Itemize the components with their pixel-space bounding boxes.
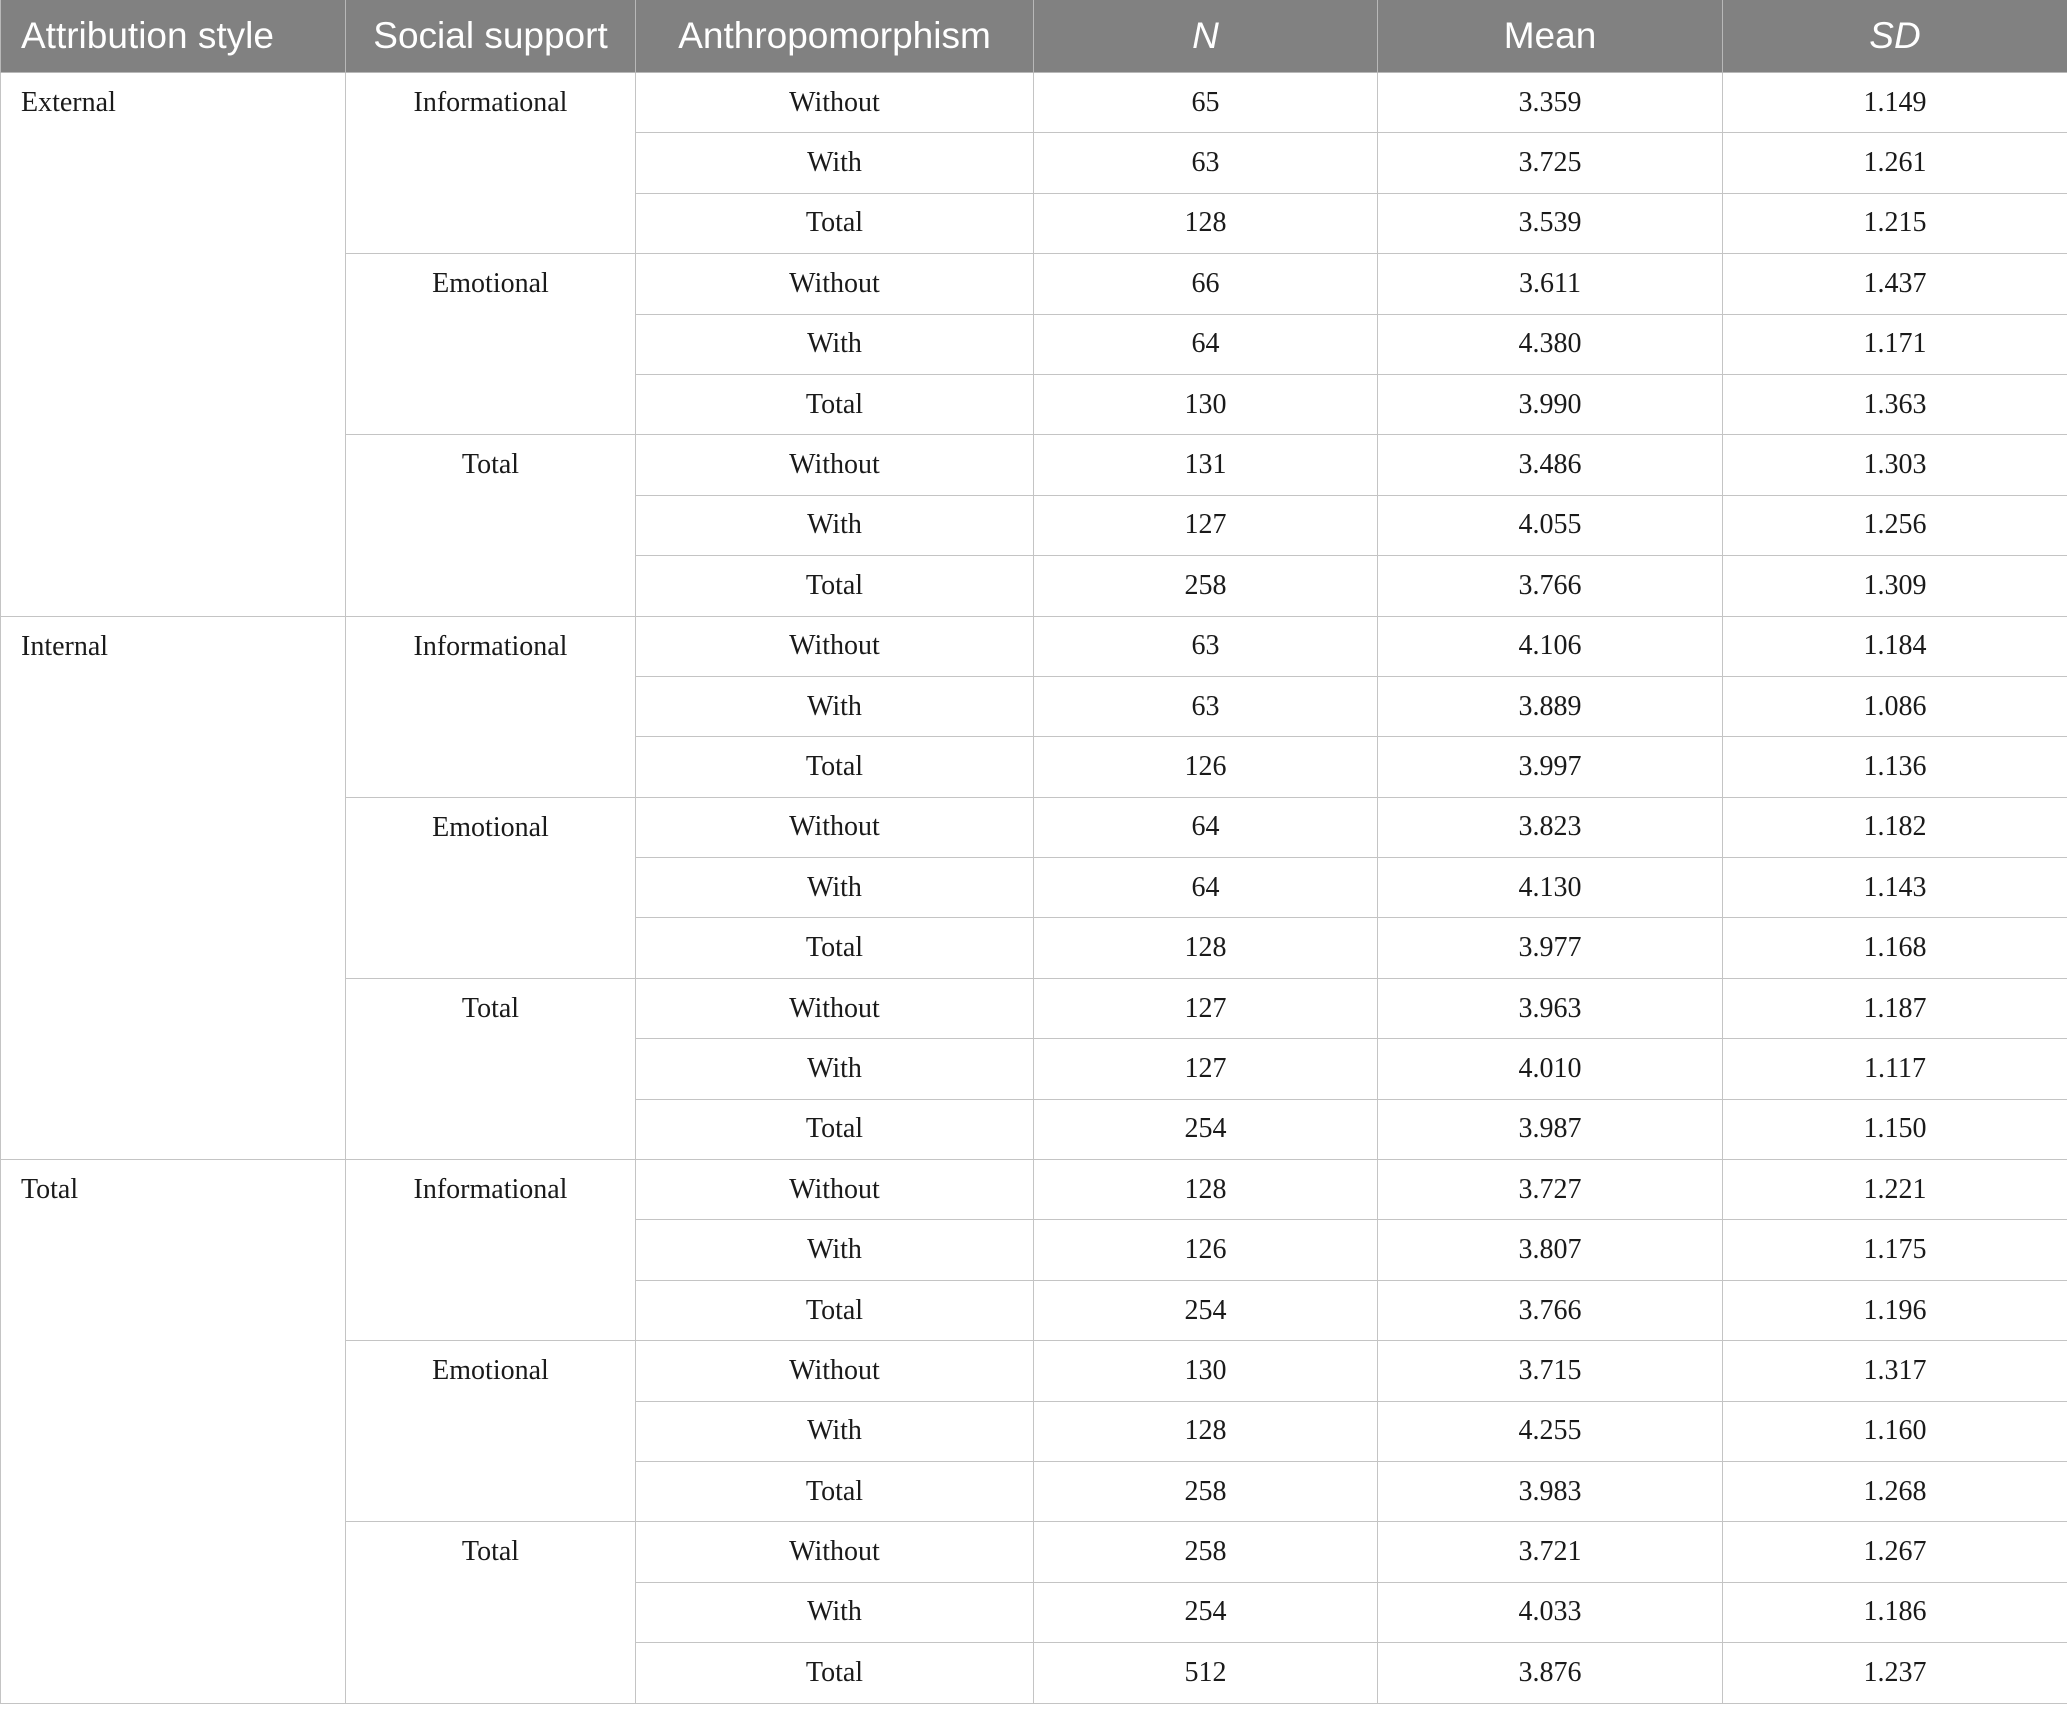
sd-cell: 1.149 (1723, 73, 2067, 133)
n-cell: 258 (1034, 556, 1378, 616)
sd-cell: 1.363 (1723, 374, 2067, 434)
social-support-cell: Total (346, 435, 636, 616)
sd-cell: 1.237 (1723, 1643, 2067, 1703)
anthropomorphism-cell: Total (636, 737, 1034, 797)
anthropomorphism-cell: Total (636, 1280, 1034, 1340)
sd-cell: 1.182 (1723, 797, 2067, 857)
n-cell: 130 (1034, 374, 1378, 434)
sd-cell: 1.317 (1723, 1341, 2067, 1401)
mean-cell: 4.033 (1378, 1582, 1723, 1642)
n-cell: 128 (1034, 193, 1378, 253)
n-cell: 65 (1034, 73, 1378, 133)
anthropomorphism-cell: Without (636, 797, 1034, 857)
sd-cell: 1.160 (1723, 1401, 2067, 1461)
mean-cell: 4.380 (1378, 314, 1723, 374)
anthropomorphism-cell: Without (636, 1341, 1034, 1401)
sd-cell: 1.309 (1723, 556, 2067, 616)
n-cell: 66 (1034, 254, 1378, 314)
n-cell: 128 (1034, 1160, 1378, 1220)
mean-cell: 4.055 (1378, 495, 1723, 555)
social-support-cell: Informational (346, 73, 636, 254)
mean-cell: 4.130 (1378, 858, 1723, 918)
mean-cell: 3.807 (1378, 1220, 1723, 1280)
anthropomorphism-cell: Total (636, 918, 1034, 978)
mean-cell: 3.983 (1378, 1461, 1723, 1521)
social-support-cell: Emotional (346, 1341, 636, 1522)
social-support-cell: Total (346, 978, 636, 1159)
sd-cell: 1.150 (1723, 1099, 2067, 1159)
n-cell: 127 (1034, 978, 1378, 1038)
table-header (1, 0, 2067, 73)
header-row (1, 0, 2067, 73)
anthropomorphism-cell: Total (636, 1099, 1034, 1159)
table-row (1, 1160, 2067, 1220)
n-cell: 63 (1034, 133, 1378, 193)
sd-cell: 1.256 (1723, 495, 2067, 555)
mean-cell: 3.990 (1378, 374, 1723, 434)
social-support-cell: Emotional (346, 797, 636, 978)
anthropomorphism-cell: Total (636, 1461, 1034, 1521)
anthropomorphism-cell: Total (636, 374, 1034, 434)
n-cell: 512 (1034, 1643, 1378, 1703)
anthropomorphism-cell: Without (636, 616, 1034, 676)
mean-cell: 3.766 (1378, 1280, 1723, 1340)
anthropomorphism-cell: With (636, 858, 1034, 918)
header-social-support: Social support (346, 0, 636, 73)
mean-cell: 3.889 (1378, 676, 1723, 736)
anthropomorphism-cell: With (636, 314, 1034, 374)
sd-cell: 1.086 (1723, 676, 2067, 736)
mean-cell: 3.977 (1378, 918, 1723, 978)
sd-cell: 1.117 (1723, 1039, 2067, 1099)
anthropomorphism-cell: Without (636, 435, 1034, 495)
sd-cell: 1.143 (1723, 858, 2067, 918)
n-cell: 254 (1034, 1099, 1378, 1159)
sd-cell: 1.267 (1723, 1522, 2067, 1582)
anthropomorphism-cell: Without (636, 254, 1034, 314)
header-attribution-style: Attribution style (1, 0, 346, 73)
mean-cell: 3.611 (1378, 254, 1723, 314)
social-support-cell: Emotional (346, 254, 636, 435)
n-cell: 63 (1034, 676, 1378, 736)
n-cell: 254 (1034, 1582, 1378, 1642)
mean-cell: 3.539 (1378, 193, 1723, 253)
sd-cell: 1.196 (1723, 1280, 2067, 1340)
mean-cell: 3.727 (1378, 1160, 1723, 1220)
anthropomorphism-cell: With (636, 1220, 1034, 1280)
mean-cell: 4.255 (1378, 1401, 1723, 1461)
table-body (1, 73, 2067, 1704)
anthropomorphism-cell: Total (636, 193, 1034, 253)
sd-cell: 1.175 (1723, 1220, 2067, 1280)
n-cell: 254 (1034, 1280, 1378, 1340)
mean-cell: 3.987 (1378, 1099, 1723, 1159)
n-cell: 126 (1034, 737, 1378, 797)
social-support-cell: Informational (346, 616, 636, 797)
mean-cell: 3.721 (1378, 1522, 1723, 1582)
n-cell: 64 (1034, 314, 1378, 374)
sd-cell: 1.215 (1723, 193, 2067, 253)
n-cell: 64 (1034, 858, 1378, 918)
mean-cell: 4.010 (1378, 1039, 1723, 1099)
attribution-style-cell: Total (1, 1160, 346, 1704)
n-cell: 63 (1034, 616, 1378, 676)
table-row (1, 616, 2067, 676)
sd-cell: 1.186 (1723, 1582, 2067, 1642)
n-cell: 128 (1034, 1401, 1378, 1461)
mean-cell: 3.963 (1378, 978, 1723, 1038)
sd-cell: 1.187 (1723, 978, 2067, 1038)
n-cell: 127 (1034, 495, 1378, 555)
sd-cell: 1.171 (1723, 314, 2067, 374)
anthropomorphism-cell: With (636, 1039, 1034, 1099)
header-anthropomorphism: Anthropomorphism (636, 0, 1034, 73)
anthropomorphism-cell: With (636, 676, 1034, 736)
mean-cell: 3.486 (1378, 435, 1723, 495)
sd-cell: 1.168 (1723, 918, 2067, 978)
table-row (1, 73, 2067, 133)
anthropomorphism-cell: With (636, 495, 1034, 555)
social-support-cell: Total (346, 1522, 636, 1703)
sd-cell: 1.136 (1723, 737, 2067, 797)
sd-cell: 1.184 (1723, 616, 2067, 676)
header-mean: Mean (1378, 0, 1723, 73)
header-n: N (1034, 0, 1378, 73)
attribution-style-cell: Internal (1, 616, 346, 1160)
n-cell: 258 (1034, 1461, 1378, 1521)
mean-cell: 3.997 (1378, 737, 1723, 797)
n-cell: 64 (1034, 797, 1378, 857)
sd-cell: 1.261 (1723, 133, 2067, 193)
anthropomorphism-cell: Total (636, 1643, 1034, 1703)
mean-cell: 4.106 (1378, 616, 1723, 676)
n-cell: 131 (1034, 435, 1378, 495)
mean-cell: 3.725 (1378, 133, 1723, 193)
mean-cell: 3.359 (1378, 73, 1723, 133)
n-cell: 130 (1034, 1341, 1378, 1401)
anthropomorphism-cell: With (636, 1582, 1034, 1642)
social-support-cell: Informational (346, 1160, 636, 1341)
n-cell: 126 (1034, 1220, 1378, 1280)
anthropomorphism-cell: Without (636, 1522, 1034, 1582)
mean-cell: 3.715 (1378, 1341, 1723, 1401)
anthropomorphism-cell: Total (636, 556, 1034, 616)
sd-cell: 1.437 (1723, 254, 2067, 314)
mean-cell: 3.876 (1378, 1643, 1723, 1703)
attribution-style-cell: External (1, 73, 346, 617)
anthropomorphism-cell: Without (636, 978, 1034, 1038)
mean-cell: 3.823 (1378, 797, 1723, 857)
n-cell: 258 (1034, 1522, 1378, 1582)
sd-cell: 1.221 (1723, 1160, 2067, 1220)
n-cell: 128 (1034, 918, 1378, 978)
header-sd: SD (1723, 0, 2067, 73)
anthropomorphism-cell: Without (636, 73, 1034, 133)
mean-cell: 3.766 (1378, 556, 1723, 616)
anthropomorphism-cell: With (636, 133, 1034, 193)
n-cell: 127 (1034, 1039, 1378, 1099)
sd-cell: 1.303 (1723, 435, 2067, 495)
sd-cell: 1.268 (1723, 1461, 2067, 1521)
anthropomorphism-cell: With (636, 1401, 1034, 1461)
anthropomorphism-cell: Without (636, 1160, 1034, 1220)
